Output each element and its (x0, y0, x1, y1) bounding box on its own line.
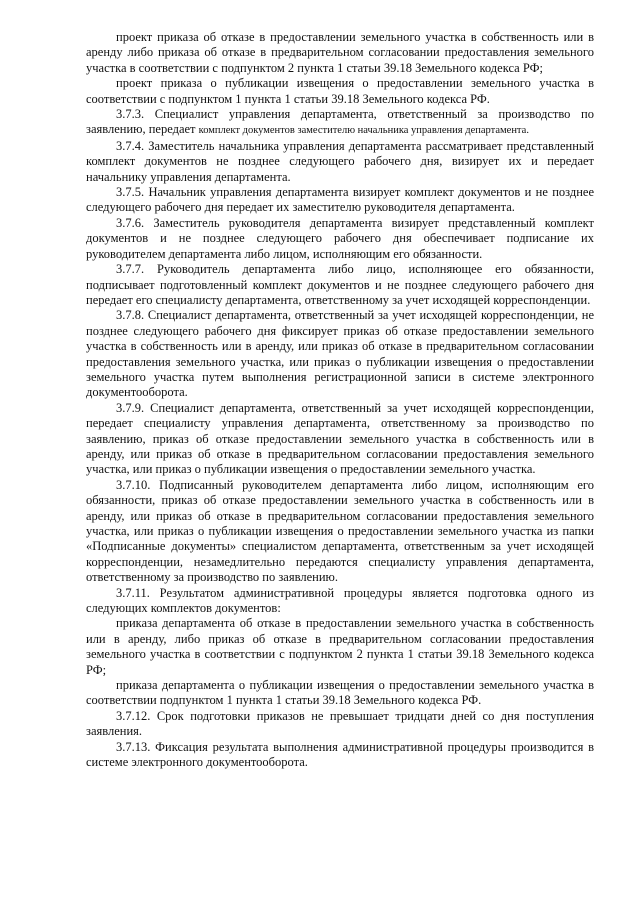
document-page (86, 30, 594, 771)
paragraph-3-7-13: 3.7.13. Фиксация результата выполнения административной процедуры производится в системе электронного документооборота. (86, 739, 594, 770)
paragraph-3-7-3-small-tail: комплект документов заместителю начальника управления департамента. (198, 125, 529, 137)
paragraph-3-7-12: 3.7.12. Срок подготовки приказов не превышает тридцати дней со дня поступления заявления. (86, 708, 594, 739)
paragraph-3-7-3-text: 3.7.3. Специалист управления департамента, ответственный за производство по заявлению, передает (86, 107, 594, 137)
paragraph-3-7-9: 3.7.9. Специалист департамента, ответственный за учет исходящей корреспонденции, передает специалисту управления департамента, ответственному за производство по заявлению, приказ об отказе предоставлении земельного участка в собственность или в аренду, или приказ об отказе в предварительном согласовании предоставления земельного участка, или приказ о публикации извещения о предоставлении земельного участка. (86, 400, 594, 477)
paragraph-3-7-10: 3.7.10. Подписанный руководителем департамента либо лицом, исполняющим его обязанности, приказ об отказе предоставлении земельного участка в собственность или в аренду, или приказ об отказе в предварительном согласовании предоставления земельного участка, или приказ о публикации извещения о предоставлении земельного участка из папки «Подписанные документы» специалистом департамента, ответственным за учет исходящей корреспонденции, незамедлительно передаются специалисту управления департамента, ответственному за производство по заявлению. (86, 477, 594, 585)
paragraph-3-7-4: 3.7.4. Заместитель начальника управления департамента рассматривает представленный комплект документов не позднее следующего рабочего дня, визирует их и передает начальнику управления департамента. (86, 138, 594, 184)
paragraph-3-7-8: 3.7.8. Специалист департамента, ответственный за учет исходящей корреспонденции, не позднее следующего рабочего дня фиксирует приказ об отказе предоставлении земельного участка в собственность или в аренду, или приказ об отказе в предварительном согласовании предоставления земельного участка, или приказ о публикации извещения о предоставлении земельного участка путем выполнения регистрационной записи в системе электронного документооборота. (86, 308, 594, 400)
paragraph-3-7-11: 3.7.11. Результатом административной процедуры является подготовка одного из следующих комплектов документов: (86, 585, 594, 616)
list-item-publication-order: приказа департамента о публикации извещения о предоставлении земельного участка в соответствии подпунктом 1 пункта 1 статьи 39.18 Земельного кодекса РФ. (86, 678, 594, 708)
paragraph-1: проект приказа об отказе в предоставлении земельного участка в собственность или в аренду либо приказа об отказе в предварительном согласовании предоставления земельного участка в соответствии с подпунктом 2 пункта 1 статьи 39.18 Земельного кодекса РФ; (86, 30, 594, 75)
paragraph-3-7-3 (86, 107, 594, 139)
paragraph-3-7-5: 3.7.5. Начальник управления департамента визирует комплект документов и не позднее следующего рабочего дня передает их заместителю руководителя департамента. (86, 185, 594, 215)
paragraph-2: проект приказа о публикации извещения о предоставлении земельного участка в соответствии с подпунктом 1 пункта 1 статьи 39.18 Земельного кодекса РФ. (86, 76, 594, 106)
paragraph-3-7-6: 3.7.6. Заместитель руководителя департамента визирует представленный комплект документов и не позднее следующего рабочего дня обеспечивает подписание их руководителем департамента либо лицом, исполняющим его обязанности. (86, 215, 594, 261)
paragraph-3-7-7: 3.7.7. Руководитель департамента либо лицо, исполняющее его обязанности, подписывает подготовленный комплект документов и не позднее следующего рабочего дня передает его специалисту департамента, ответственному за учет исходящей корреспонденции. (86, 262, 594, 307)
list-item-refusal-order: приказа департамента об отказе в предоставлении земельного участка в собственность или в аренду, либо приказ об отказе в предварительном согласовании предоставления земельного участка в соответствии с подпунктом 2 пункта 1 статьи 39.18 Земельного кодекса РФ; (86, 616, 594, 677)
